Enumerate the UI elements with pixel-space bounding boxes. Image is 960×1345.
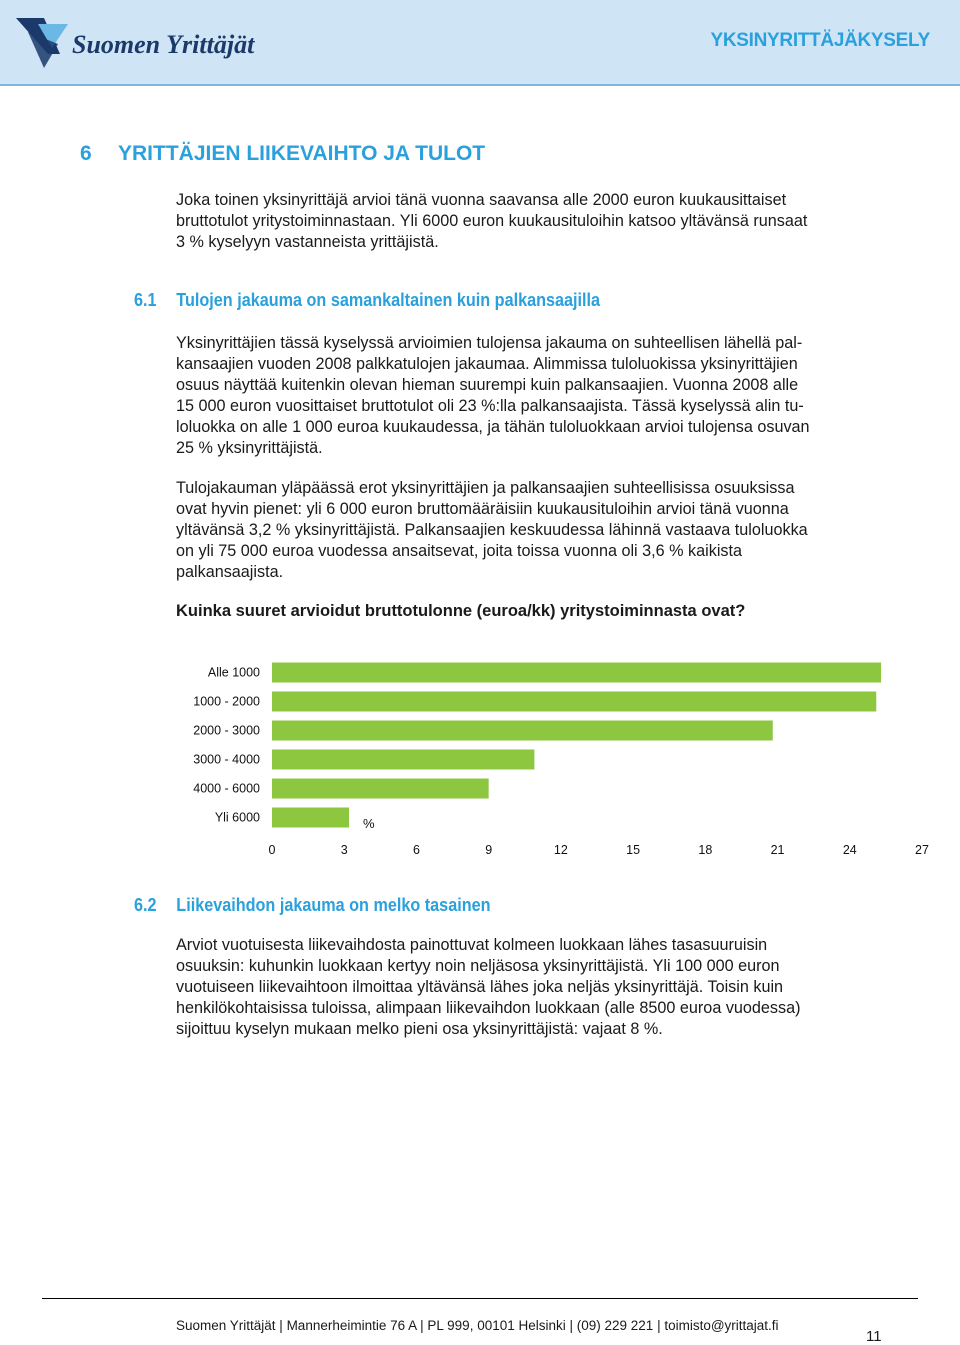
- paragraph-2: [176, 478, 896, 583]
- unit-label: %: [363, 816, 375, 831]
- text-line: sijoittuu kyselyn mukaan melko pieni osa yksinyrittäjistä: vajaat 8 %.: [176, 1020, 663, 1038]
- text-line: 3 % kyselyyn vastanneista yrittäjistä.: [176, 233, 439, 251]
- income-bar: [272, 663, 881, 683]
- paragraph-1: [176, 333, 896, 459]
- x-tick-label: 12: [553, 843, 568, 857]
- footer-divider: [42, 1298, 918, 1299]
- x-tick-label: 21: [770, 843, 785, 857]
- category-label: 4000 - 6000: [193, 781, 260, 796]
- footer-contact: Suomen Yrittäjät | Mannerheimintie 76 A | PL 999, 00101 Helsinki | (09) 229 221 | toimisto@yrittajat.fi: [176, 1318, 779, 1333]
- subsection-title: Liikevaihdon jakauma on melko tasainen: [176, 895, 491, 915]
- text-line: palkansaajista.: [176, 563, 284, 581]
- text-line: yltävänsä 3,2 % yksinyrittäjistä. Palkansaajien keskuudessa lähinnä vastaava tuloluokka: [176, 521, 808, 539]
- subsection-heading-6-2: [134, 895, 491, 916]
- text-line: on yli 75 000 euroa vuodessa ansaitsevat, joita toissa vuonna oli 3,6 % kaikista: [176, 542, 743, 560]
- text-line: ovat hyvin pienet: yli 6 000 euron bruttomääräisiin kuukausituloihin arvioi tänä vuonna: [176, 500, 789, 518]
- text-line: loluokka on alle 1 000 euroa kuukaudessa, ja tähän tuloluokkaan arvioi tulojensa osuvan: [176, 418, 810, 436]
- logo-text: Suomen Yrittäjät: [72, 30, 255, 59]
- text-line: bruttotulot yritystoiminnastaan. Yli 6000 euron kuukausituloihin katsoo yltävänsä runsaat: [176, 212, 808, 230]
- category-label: 3000 - 4000: [193, 752, 260, 767]
- page-number: 11: [866, 1328, 882, 1345]
- income-bar: [272, 721, 773, 741]
- logo-mark-icon: [14, 14, 74, 70]
- income-bar: [272, 779, 489, 799]
- category-label: Alle 1000: [207, 665, 260, 680]
- x-tick-label: 3: [340, 843, 348, 857]
- text-line: Arviot vuotuisesta liikevaihdosta painottuvat kolmeen luokkaan lähes tasasuuruisin: [176, 936, 768, 954]
- paragraph-3: [176, 935, 896, 1040]
- text-line: osuuksin: kuhunkin luokkaan kertyy noin neljäsosa yksinyrittäjistä. Yli 100 000 euron: [176, 957, 780, 975]
- text-line: Tulojakauman yläpäässä erot yksinyrittäjien ja palkansaajien suhteellisissa osuuksissa: [176, 479, 795, 497]
- text-line: Yksinyrittäjien tässä kyselyssä arvioimien tulojensa jakauma on suhteellisen lähellä pal-: [176, 334, 803, 352]
- text-line: 15 000 euron vuosittaiset bruttotulot oli 23 %:lla palkansaajista. Tässä kyselyssä alin tu-: [176, 397, 804, 415]
- text-line: 25 % yksinyrittäjistä.: [176, 439, 323, 457]
- suomen-yrittajat-logo: [14, 14, 255, 70]
- section-title: YRITTÄJIEN LIIKEVAIHTO JA TULOT: [118, 142, 486, 165]
- subsection-title: Tulojen jakauma on samankaltainen kuin palkansaajilla: [176, 290, 601, 310]
- category-label: 2000 - 3000: [193, 723, 260, 738]
- income-bar-chart: [180, 650, 940, 865]
- survey-title: YKSINYRITTÄJÄKYSELY: [710, 30, 930, 51]
- income-bar: [272, 808, 349, 828]
- subsection-number: 6.2: [134, 895, 157, 915]
- text-line: kansaajien vuoden 2008 palkkatulojen jakaumaa. Alimmissa tuloluokissa yksinyrittäjien: [176, 355, 798, 373]
- section-heading: [80, 142, 485, 166]
- text-line: henkilökohtaisissa tuloissa, alimpaan liikevaihdon luokkaan (alle 8500 euroa vuodessa): [176, 999, 801, 1017]
- subsection-number: 6.1: [134, 290, 157, 310]
- category-label: 1000 - 2000: [193, 694, 260, 709]
- section-intro: [176, 190, 896, 253]
- category-label: Yli 6000: [214, 810, 260, 825]
- chart-question: Kuinka suuret arvioidut bruttotulonne (euroa/kk) yritystoiminnasta ovat?: [176, 602, 746, 620]
- text-line: vuotuiseen liikevaihtoon ilmoittaa yltävänsä lähes joka neljäs yksinyrittäjä. Toisin kuin: [176, 978, 784, 996]
- x-tick-label: 18: [698, 843, 713, 857]
- x-tick-label: 6: [412, 843, 420, 857]
- income-bar: [272, 692, 876, 712]
- income-bar: [272, 750, 534, 770]
- x-tick-label: 15: [626, 843, 641, 857]
- subsection-heading-6-1: [134, 290, 600, 311]
- x-tick-label: 24: [842, 843, 857, 857]
- text-line: osuus näyttää kuitenkin olevan hieman suurempi kuin palkansaajien. Vuonna 2008 alle: [176, 376, 799, 394]
- text-line: Joka toinen yksinyrittäjä arvioi tänä vuonna saavansa alle 2000 euron kuukausittaiset: [176, 191, 787, 209]
- x-tick-label: 27: [915, 843, 929, 857]
- x-tick-label: 0: [268, 843, 276, 857]
- section-number: 6: [80, 142, 92, 165]
- x-tick-label: 9: [485, 843, 493, 857]
- page-header: [0, 0, 960, 86]
